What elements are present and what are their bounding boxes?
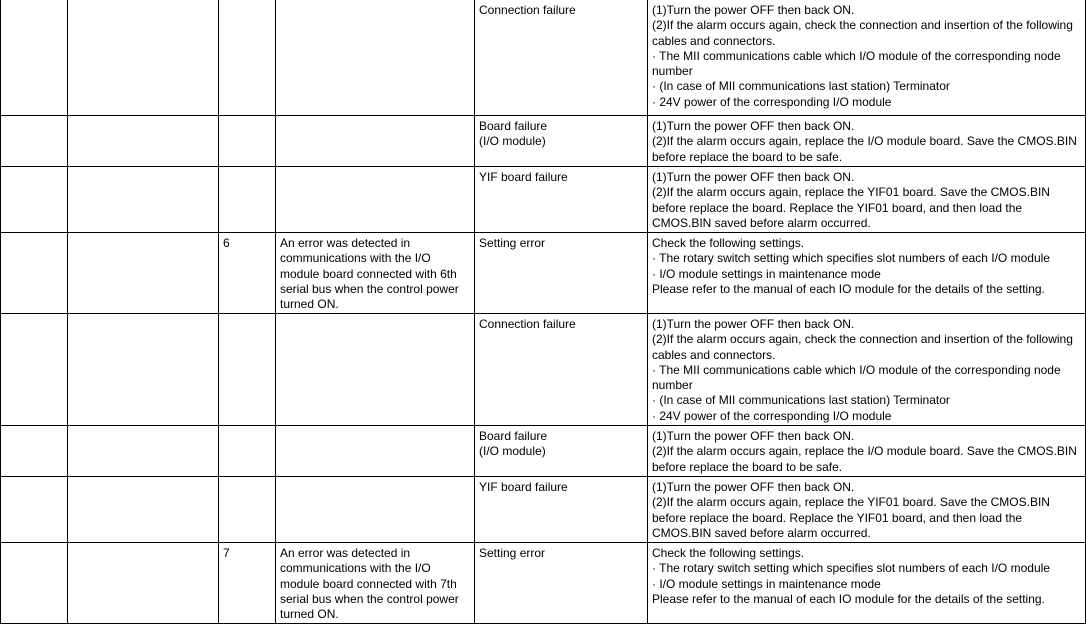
alarm-number-cell — [1, 0, 68, 116]
alarm-name-cell — [68, 0, 219, 116]
sub-code-cell — [219, 426, 276, 477]
description-cell-line: module board connected with 6th — [280, 266, 457, 281]
cause-cell-line: (I/O module) — [479, 134, 546, 149]
alarm-name-cell — [68, 233, 219, 314]
remedy-cell-line: · (In case of MII communications last station) Terminator — [652, 393, 950, 408]
remedy-cell-line: CMOS.BIN saved before alarm occurred. — [652, 525, 871, 540]
cause-cell — [475, 116, 648, 167]
remedy-cell-line: Check the following settings. — [652, 236, 805, 250]
remedy-cell-line: (2)If the alarm occurs again, replace the I/O module board. Save the CMOS.BIN — [652, 444, 1077, 459]
sub-code-cell — [219, 233, 276, 314]
remedy-cell-line: (1)Turn the power OFF then back ON. — [652, 317, 855, 331]
table-row — [1, 233, 1086, 314]
description-cell — [276, 233, 475, 314]
remedy-cell-line: · 24V power of the corresponding I/O module — [652, 408, 892, 423]
alarm-number-cell — [1, 477, 68, 543]
remedy-cell-line: cables and connectors. — [652, 33, 776, 48]
cause-cell — [475, 0, 648, 116]
description-cell — [276, 477, 475, 543]
remedy-cell-line: Please refer to the manual of each IO module for the details of the setting. — [652, 591, 1045, 606]
cause-cell-line: Board failure — [479, 119, 548, 133]
sub-code-cell — [219, 543, 276, 624]
remedy-cell-line: (2)If the alarm occurs again, check the connection and insertion of the following — [652, 332, 1073, 347]
remedy-cell-line: (2)If the alarm occurs again, check the connection and insertion of the following — [652, 18, 1073, 33]
description-cell — [276, 314, 475, 426]
remedy-cell — [648, 233, 1086, 314]
remedy-cell-line: number — [652, 64, 693, 79]
cause-cell-line: Connection failure — [479, 317, 576, 331]
remedy-cell-line: · The rotary switch setting which specifies slot numbers of each I/O module — [652, 561, 1050, 576]
sub-code-cell — [219, 116, 276, 167]
remedy-cell-line: · 24V power of the corresponding I/O module — [652, 94, 892, 109]
remedy-cell — [648, 0, 1086, 116]
remedy-cell-line: (1)Turn the power OFF then back ON. — [652, 170, 855, 184]
remedy-cell — [648, 426, 1086, 477]
description-cell — [276, 426, 475, 477]
remedy-cell-line: CMOS.BIN saved before alarm occurred. — [652, 215, 871, 230]
alarm-name-cell — [68, 167, 219, 233]
remedy-cell-line: before replace the board. Replace the YIF01 board, and then load the — [652, 200, 1023, 215]
sub-code-value: 6 — [223, 236, 230, 250]
table-body — [1, 0, 1086, 624]
alarm-number-cell — [1, 314, 68, 426]
table-row — [1, 314, 1086, 426]
cause-cell-line: YIF board failure — [479, 170, 568, 184]
remedy-cell-line: before replace the board. Replace the YIF01 board, and then load the — [652, 510, 1023, 525]
alarm-number-cell — [1, 116, 68, 167]
remedy-cell-line: · I/O module settings in maintenance mode — [652, 266, 881, 281]
cause-cell-line: YIF board failure — [479, 480, 568, 494]
table-row — [1, 543, 1086, 624]
remedy-cell-line: (1)Turn the power OFF then back ON. — [652, 480, 855, 494]
remedy-cell-line: · (In case of MII communications last station) Terminator — [652, 79, 950, 94]
cause-cell — [475, 233, 648, 314]
remedy-cell-line: · The MII communications cable which I/O module of the corresponding node — [652, 362, 1061, 377]
alarm-name-cell — [68, 314, 219, 426]
cause-cell-line: Connection failure — [479, 3, 576, 17]
description-cell-line: turned ON. — [280, 297, 339, 312]
description-cell-line: serial bus when the control power — [280, 591, 459, 606]
remedy-cell-line: before replace the board to be safe. — [652, 149, 843, 164]
sub-code-value: 7 — [223, 546, 230, 560]
cause-cell-line: Setting error — [479, 546, 546, 560]
sub-code-cell — [219, 314, 276, 426]
description-cell-line: An error was detected in — [280, 236, 411, 250]
cause-cell-line: (I/O module) — [479, 444, 546, 459]
remedy-cell-line: Check the following settings. — [652, 546, 805, 560]
description-cell-line: module board connected with 7th — [280, 576, 457, 591]
cause-cell — [475, 543, 648, 624]
description-cell-line: communications with the I/O — [280, 251, 431, 266]
alarm-name-cell — [68, 426, 219, 477]
remedy-cell-line: (1)Turn the power OFF then back ON. — [652, 429, 855, 443]
alarm-number-cell — [1, 543, 68, 624]
remedy-cell — [648, 116, 1086, 167]
remedy-cell-line: Please refer to the manual of each IO module for the details of the setting. — [652, 281, 1045, 296]
remedy-cell-line: (1)Turn the power OFF then back ON. — [652, 119, 855, 133]
remedy-cell — [648, 543, 1086, 624]
description-cell — [276, 167, 475, 233]
remedy-cell — [648, 167, 1086, 233]
remedy-cell-line: · I/O module settings in maintenance mode — [652, 576, 881, 591]
remedy-cell-line: (2)If the alarm occurs again, replace the YIF01 board. Save the CMOS.BIN — [652, 185, 1050, 200]
table-row — [1, 167, 1086, 233]
remedy-cell-line: (1)Turn the power OFF then back ON. — [652, 3, 855, 17]
alarm-number-cell — [1, 167, 68, 233]
sub-code-cell — [219, 0, 276, 116]
cause-cell — [475, 167, 648, 233]
remedy-cell-line: before replace the board to be safe. — [652, 459, 843, 474]
table-row — [1, 426, 1086, 477]
description-cell — [276, 0, 475, 116]
remedy-cell — [648, 477, 1086, 543]
alarm-name-cell — [68, 116, 219, 167]
alarm-number-cell — [1, 233, 68, 314]
description-cell-line: communications with the I/O — [280, 561, 431, 576]
sub-code-cell — [219, 167, 276, 233]
remedy-cell-line: (2)If the alarm occurs again, replace the I/O module board. Save the CMOS.BIN — [652, 134, 1077, 149]
description-cell-line: turned ON. — [280, 607, 339, 622]
alarm-name-cell — [68, 477, 219, 543]
remedy-cell-line: · The rotary switch setting which specifies slot numbers of each I/O module — [652, 251, 1050, 266]
remedy-cell-line: cables and connectors. — [652, 347, 776, 362]
description-cell-line: An error was detected in — [280, 546, 411, 560]
table-row — [1, 0, 1086, 116]
remedy-cell-line: · The MII communications cable which I/O module of the corresponding node — [652, 48, 1061, 63]
remedy-cell — [648, 314, 1086, 426]
description-cell — [276, 543, 475, 624]
description-cell — [276, 116, 475, 167]
remedy-cell-line: number — [652, 378, 693, 393]
cause-cell — [475, 426, 648, 477]
alarm-number-cell — [1, 426, 68, 477]
alarm-name-cell — [68, 543, 219, 624]
table-row — [1, 116, 1086, 167]
cause-cell — [475, 314, 648, 426]
cause-cell-line: Setting error — [479, 236, 546, 250]
remedy-cell-line: (2)If the alarm occurs again, replace the YIF01 board. Save the CMOS.BIN — [652, 495, 1050, 510]
cause-cell — [475, 477, 648, 543]
cause-cell-line: Board failure — [479, 429, 548, 443]
description-cell-line: serial bus when the control power — [280, 281, 459, 296]
sub-code-cell — [219, 477, 276, 543]
table-row — [1, 477, 1086, 543]
